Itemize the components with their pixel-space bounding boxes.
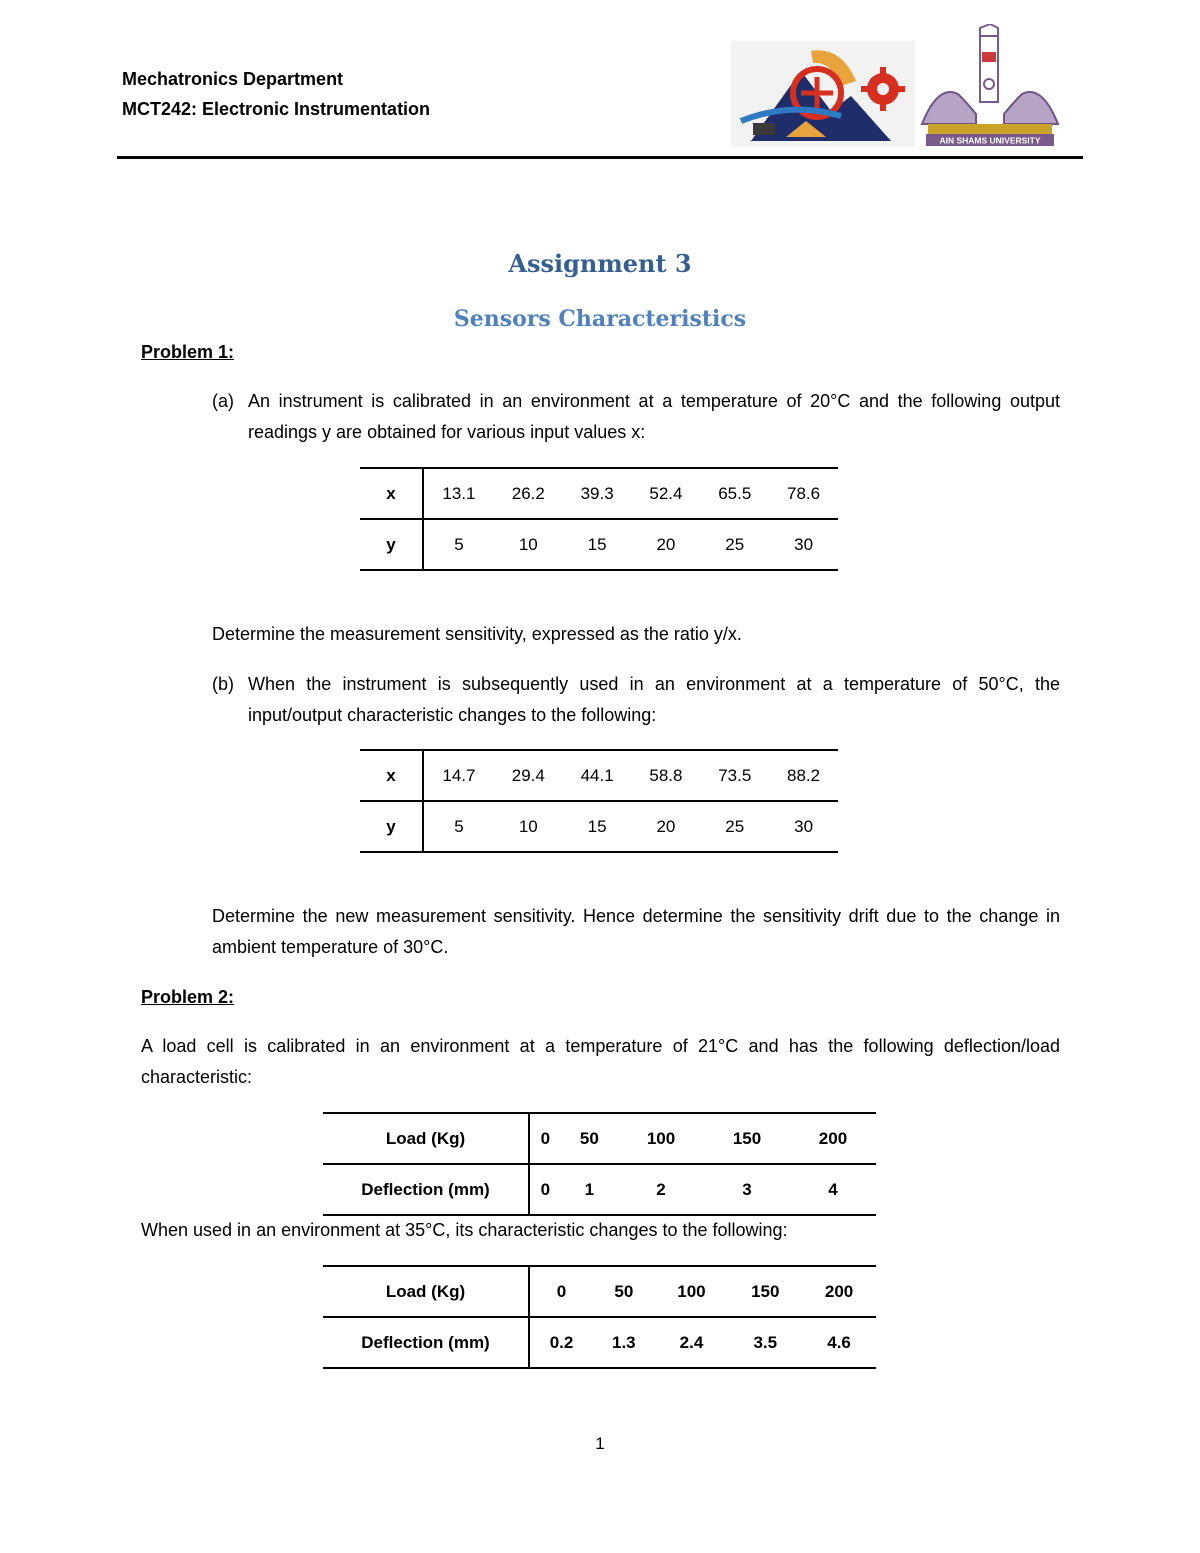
- table-cell: 0: [529, 1164, 561, 1215]
- table-p2-heated: [323, 1265, 876, 1369]
- load-label: Load (Kg): [323, 1266, 529, 1317]
- assignment-subtitle: Sensors Characteristics: [453, 306, 747, 332]
- table-row: [323, 1164, 876, 1215]
- y-label: y: [360, 519, 423, 570]
- part-a-text: An instrument is calibrated in an environment at a temperature of 20°C and the following output readings y are obtained for various input values x:: [248, 391, 1060, 442]
- part-b-text: When the instrument is subsequently used in an environment at a temperature of 50°C, the input/output characteristic changes to the following:: [248, 674, 1060, 725]
- y-label: y: [360, 801, 423, 852]
- table-cell: 20: [632, 801, 701, 852]
- mechatronics-logo: [731, 41, 915, 147]
- x-label: x: [360, 750, 423, 801]
- table-cell: 2: [618, 1164, 704, 1215]
- table-cell: 5: [423, 801, 494, 852]
- table-cell: 200: [790, 1113, 876, 1164]
- course-name: MCT242: Electronic Instrumentation: [122, 99, 431, 119]
- table-cell: 50: [593, 1266, 654, 1317]
- table-row: [323, 1317, 876, 1368]
- problem-2-text: A load cell is calibrated in an environment at a temperature of 21°C and has the following deflection/load characteristic:: [141, 1036, 1060, 1087]
- problem-1-heading: Problem 1:: [141, 342, 235, 362]
- table-cell: 26.2: [494, 468, 563, 519]
- part-b-question: Determine the new measurement sensitivity. Hence determine the sensitivity drift due to the change in ambient temperature of 30°C.: [212, 906, 1060, 957]
- table-cell: 5: [423, 519, 494, 570]
- table-cell: 100: [618, 1113, 704, 1164]
- part-a-question: Determine the measurement sensitivity, expressed as the ratio y/x.: [212, 624, 742, 644]
- table-cell: 25: [700, 801, 769, 852]
- table-cell: 52.4: [632, 468, 701, 519]
- x-label: x: [360, 468, 423, 519]
- table-p1a: [360, 467, 838, 571]
- table-cell: 39.3: [563, 468, 632, 519]
- table-cell: 78.6: [769, 468, 838, 519]
- table-row: [323, 1266, 876, 1317]
- assignment-title: Assignment 3: [508, 249, 692, 278]
- ain-shams-university-logo: [918, 24, 1062, 148]
- table-cell: 2.4: [655, 1317, 729, 1368]
- table-cell: 30: [769, 519, 838, 570]
- part-a-tag: (a): [212, 391, 234, 411]
- table-cell: 50: [561, 1113, 618, 1164]
- table-row: [323, 1113, 876, 1164]
- table-cell: 4: [790, 1164, 876, 1215]
- table-cell: 0: [529, 1113, 561, 1164]
- table-cell: 10: [494, 519, 563, 570]
- table-p2-calibration: [323, 1112, 876, 1216]
- table-cell: 13.1: [423, 468, 494, 519]
- table-p1b: [360, 749, 838, 853]
- table-row: [360, 468, 838, 519]
- table-cell: 0: [529, 1266, 593, 1317]
- table-cell: 4.6: [802, 1317, 876, 1368]
- header-divider: [117, 156, 1083, 159]
- table-cell: 3.5: [728, 1317, 802, 1368]
- table-row: [360, 801, 838, 852]
- table-cell: 65.5: [700, 468, 769, 519]
- deflection-label: Deflection (mm): [323, 1317, 529, 1368]
- table-cell: 15: [563, 801, 632, 852]
- table-cell: 14.7: [423, 750, 494, 801]
- table-cell: 88.2: [769, 750, 838, 801]
- table-cell: 29.4: [494, 750, 563, 801]
- table-cell: 73.5: [700, 750, 769, 801]
- problem-2-heading: Problem 2:: [141, 987, 235, 1007]
- table-cell: 25: [700, 519, 769, 570]
- table-cell: 44.1: [563, 750, 632, 801]
- table-cell: 0.2: [529, 1317, 593, 1368]
- table-cell: 20: [632, 519, 701, 570]
- table-cell: 15: [563, 519, 632, 570]
- table-cell: 150: [728, 1266, 802, 1317]
- table-cell: 30: [769, 801, 838, 852]
- university-logo-text: AIN SHAMS UNIVERSITY: [939, 135, 1041, 146]
- table-cell: 3: [704, 1164, 790, 1215]
- table-cell: 1: [561, 1164, 618, 1215]
- department-name: Mechatronics Department: [122, 69, 344, 89]
- table-cell: 58.8: [632, 750, 701, 801]
- problem-2-text2: When used in an environment at 35°C, its characteristic changes to the following:: [141, 1220, 788, 1240]
- load-label: Load (Kg): [323, 1113, 529, 1164]
- table-cell: 100: [655, 1266, 729, 1317]
- table-cell: 10: [494, 801, 563, 852]
- table-cell: 1.3: [593, 1317, 654, 1368]
- deflection-label: Deflection (mm): [323, 1164, 529, 1215]
- table-cell: 150: [704, 1113, 790, 1164]
- table-row: [360, 519, 838, 570]
- part-b-tag: (b): [212, 674, 234, 694]
- table-cell: 200: [802, 1266, 876, 1317]
- page-number: 1: [595, 1434, 605, 1453]
- table-row: [360, 750, 838, 801]
